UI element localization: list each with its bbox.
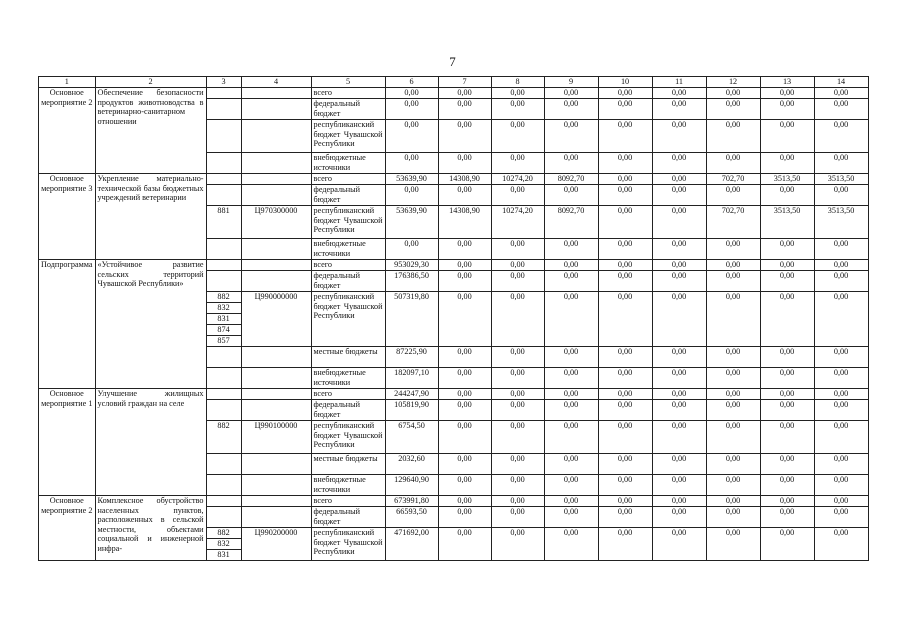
- value-cell: 0,00: [544, 368, 598, 389]
- value-cell: 0,00: [491, 88, 544, 99]
- value-cell: 0,00: [760, 153, 814, 174]
- value-cell: 0,00: [706, 368, 760, 389]
- value-cell: 0,00: [544, 528, 598, 561]
- value-cell: 0,00: [598, 368, 652, 389]
- budget-code-cell: [206, 496, 241, 507]
- value-cell: 0,00: [598, 507, 652, 528]
- value-cell: 2032,60: [385, 454, 438, 475]
- value-cell: 10274,20: [491, 174, 544, 185]
- value-cell: 3513,50: [760, 174, 814, 185]
- value-cell: 0,00: [438, 496, 491, 507]
- value-cell: 3513,50: [814, 206, 868, 239]
- target-code: [241, 99, 311, 120]
- value-cell: 0,00: [491, 400, 544, 421]
- value-cell: 0,00: [491, 153, 544, 174]
- value-cell: 0,00: [760, 99, 814, 120]
- target-code: [241, 454, 311, 475]
- value-cell: 0,00: [544, 389, 598, 400]
- column-header-5: 5: [311, 77, 385, 88]
- value-cell: 0,00: [438, 400, 491, 421]
- target-code: [241, 260, 311, 271]
- value-cell: 0,00: [760, 88, 814, 99]
- value-cell: 0,00: [438, 347, 491, 368]
- value-cell: 0,00: [544, 347, 598, 368]
- value-cell: 0,00: [706, 389, 760, 400]
- value-cell: 0,00: [814, 507, 868, 528]
- target-code: [241, 400, 311, 421]
- value-cell: 0,00: [438, 528, 491, 561]
- target-code: [241, 239, 311, 260]
- value-cell: 0,00: [760, 454, 814, 475]
- value-cell: 0,00: [652, 271, 706, 292]
- value-cell: 0,00: [814, 260, 868, 271]
- budget-code-cell: [206, 475, 241, 496]
- column-header-11: 11: [652, 77, 706, 88]
- budget-code: 832: [207, 302, 241, 313]
- table-row: [39, 174, 869, 185]
- value-cell: 0,00: [544, 421, 598, 454]
- budget-code-cell: [206, 507, 241, 528]
- budget-code-cell: [206, 174, 241, 185]
- value-cell: 0,00: [814, 347, 868, 368]
- value-cell: 0,00: [438, 454, 491, 475]
- value-cell: 0,00: [598, 174, 652, 185]
- value-cell: 0,00: [652, 454, 706, 475]
- value-cell: 0,00: [544, 185, 598, 206]
- value-cell: 244247,90: [385, 389, 438, 400]
- value-cell: 0,00: [598, 120, 652, 153]
- value-cell: 0,00: [652, 496, 706, 507]
- value-cell: 14308,90: [438, 174, 491, 185]
- value-cell: 0,00: [814, 271, 868, 292]
- funding-source: всего: [311, 88, 385, 99]
- value-cell: 0,00: [544, 120, 598, 153]
- value-cell: 0,00: [706, 454, 760, 475]
- value-cell: 0,00: [760, 185, 814, 206]
- value-cell: 0,00: [760, 368, 814, 389]
- value-cell: 0,00: [438, 99, 491, 120]
- column-header-1: 1: [39, 77, 96, 88]
- budget-code: 882: [217, 292, 230, 301]
- value-cell: 0,00: [706, 239, 760, 260]
- value-cell: 0,00: [652, 120, 706, 153]
- value-cell: 0,00: [491, 368, 544, 389]
- value-cell: 0,00: [652, 239, 706, 260]
- value-cell: 0,00: [491, 239, 544, 260]
- value-cell: 0,00: [438, 507, 491, 528]
- funding-source: федеральный бюджет: [311, 99, 385, 120]
- value-cell: 0,00: [814, 454, 868, 475]
- value-cell: 0,00: [598, 454, 652, 475]
- value-cell: 0,00: [760, 292, 814, 347]
- column-header-4: 4: [241, 77, 311, 88]
- value-cell: 0,00: [491, 185, 544, 206]
- value-cell: 0,00: [814, 389, 868, 400]
- funding-source: внебюджетные источники: [311, 368, 385, 389]
- budget-code: 832: [207, 538, 241, 549]
- budget-code-cell: [206, 99, 241, 120]
- page-number: 7: [449, 54, 456, 69]
- value-cell: 0,00: [438, 292, 491, 347]
- column-header-10: 10: [598, 77, 652, 88]
- value-cell: 0,00: [598, 99, 652, 120]
- budget-code-cell: [206, 400, 241, 421]
- value-cell: 0,00: [652, 475, 706, 496]
- target-code: Ц970300000: [241, 206, 311, 239]
- value-cell: 0,00: [438, 88, 491, 99]
- budget-code-cell: [206, 347, 241, 368]
- value-cell: 0,00: [598, 421, 652, 454]
- value-cell: 0,00: [491, 260, 544, 271]
- budget-code: 874: [207, 324, 241, 335]
- value-cell: 0,00: [598, 260, 652, 271]
- value-cell: 0,00: [814, 120, 868, 153]
- value-cell: 0,00: [814, 368, 868, 389]
- activity-name: Основное мероприятие 2: [39, 88, 96, 174]
- value-cell: 0,00: [652, 389, 706, 400]
- target-code: [241, 507, 311, 528]
- funding-source: федеральный бюджет: [311, 507, 385, 528]
- value-cell: 0,00: [598, 185, 652, 206]
- funding-source: всего: [311, 496, 385, 507]
- value-cell: 0,00: [652, 528, 706, 561]
- budget-code-cell: [206, 292, 241, 347]
- value-cell: 0,00: [652, 421, 706, 454]
- value-cell: 0,00: [706, 260, 760, 271]
- value-cell: 0,00: [706, 120, 760, 153]
- budget-code-cell: [206, 239, 241, 260]
- value-cell: 8092,70: [544, 206, 598, 239]
- value-cell: 0,00: [385, 153, 438, 174]
- value-cell: 0,00: [706, 185, 760, 206]
- value-cell: 182097,10: [385, 368, 438, 389]
- funding-source: федеральный бюджет: [311, 185, 385, 206]
- value-cell: 3513,50: [760, 206, 814, 239]
- value-cell: 0,00: [814, 496, 868, 507]
- value-cell: 0,00: [491, 99, 544, 120]
- value-cell: 0,00: [598, 292, 652, 347]
- budget-code-cell: [206, 389, 241, 400]
- target-code: Ц990000000: [241, 292, 311, 347]
- value-cell: 3513,50: [814, 174, 868, 185]
- value-cell: 0,00: [598, 528, 652, 561]
- value-cell: 0,00: [706, 475, 760, 496]
- funding-source: республиканский бюджет Чувашской Республики: [311, 206, 385, 239]
- value-cell: 6754,50: [385, 421, 438, 454]
- value-cell: 0,00: [652, 368, 706, 389]
- budget-code-cell: [206, 185, 241, 206]
- value-cell: 0,00: [544, 271, 598, 292]
- funding-source: всего: [311, 174, 385, 185]
- value-cell: 0,00: [598, 475, 652, 496]
- value-cell: 0,00: [598, 400, 652, 421]
- value-cell: 0,00: [385, 88, 438, 99]
- budget-code-cell: [206, 454, 241, 475]
- value-cell: 0,00: [760, 421, 814, 454]
- value-cell: 53639,90: [385, 206, 438, 239]
- activity-name: Основное мероприятие 1: [39, 389, 96, 496]
- column-header-13: 13: [760, 77, 814, 88]
- funding-source: внебюджетные источники: [311, 239, 385, 260]
- table-row: [39, 389, 869, 400]
- value-cell: 0,00: [652, 400, 706, 421]
- target-code: [241, 368, 311, 389]
- value-cell: 0,00: [438, 389, 491, 400]
- value-cell: 0,00: [544, 99, 598, 120]
- value-cell: 0,00: [760, 496, 814, 507]
- target-code: [241, 120, 311, 153]
- value-cell: 0,00: [491, 120, 544, 153]
- funding-source: республиканский бюджет Чувашской Республики: [311, 292, 385, 347]
- funding-source: республиканский бюджет Чувашской Республики: [311, 421, 385, 454]
- funding-source: всего: [311, 260, 385, 271]
- value-cell: 0,00: [760, 389, 814, 400]
- value-cell: 0,00: [438, 185, 491, 206]
- value-cell: 0,00: [706, 88, 760, 99]
- budget-code-cell: [206, 368, 241, 389]
- budget-code: 831: [207, 313, 241, 324]
- target-code: [241, 174, 311, 185]
- budget-code-cell: [206, 153, 241, 174]
- value-cell: 0,00: [652, 206, 706, 239]
- value-cell: 0,00: [544, 260, 598, 271]
- value-cell: 953029,30: [385, 260, 438, 271]
- column-header-14: 14: [814, 77, 868, 88]
- value-cell: 0,00: [814, 292, 868, 347]
- value-cell: 0,00: [760, 507, 814, 528]
- target-code: [241, 347, 311, 368]
- table-row: [39, 260, 869, 271]
- value-cell: 0,00: [544, 239, 598, 260]
- target-code: [241, 496, 311, 507]
- value-cell: 0,00: [491, 421, 544, 454]
- column-header-12: 12: [706, 77, 760, 88]
- value-cell: 87225,90: [385, 347, 438, 368]
- value-cell: 0,00: [438, 368, 491, 389]
- column-header-6: 6: [385, 77, 438, 88]
- value-cell: 0,00: [760, 260, 814, 271]
- value-cell: 0,00: [544, 88, 598, 99]
- budget-code: 882: [217, 528, 230, 537]
- activity-name: Основное мероприятие 2: [39, 496, 96, 561]
- value-cell: 0,00: [814, 153, 868, 174]
- value-cell: 0,00: [491, 528, 544, 561]
- column-header-7: 7: [438, 77, 491, 88]
- value-cell: 176386,50: [385, 271, 438, 292]
- activity-name: Основное мероприятие 3: [39, 174, 96, 260]
- value-cell: 0,00: [760, 475, 814, 496]
- budget-code-cell: 881: [206, 206, 241, 239]
- target-code: Ц990100000: [241, 421, 311, 454]
- value-cell: 0,00: [706, 421, 760, 454]
- funding-source: федеральный бюджет: [311, 400, 385, 421]
- value-cell: 0,00: [385, 239, 438, 260]
- value-cell: 0,00: [760, 271, 814, 292]
- activity-name: Подпрограмма: [39, 260, 96, 389]
- target-code: [241, 185, 311, 206]
- funding-source: местные бюджеты: [311, 347, 385, 368]
- column-header-3: 3: [206, 77, 241, 88]
- value-cell: 0,00: [652, 347, 706, 368]
- column-header-9: 9: [544, 77, 598, 88]
- value-cell: 0,00: [491, 496, 544, 507]
- funding-source: внебюджетные источники: [311, 475, 385, 496]
- funding-source: федеральный бюджет: [311, 271, 385, 292]
- value-cell: 702,70: [706, 206, 760, 239]
- value-cell: 0,00: [544, 454, 598, 475]
- value-cell: 0,00: [491, 507, 544, 528]
- budget-code-cell: [206, 271, 241, 292]
- value-cell: 0,00: [491, 347, 544, 368]
- value-cell: 0,00: [491, 454, 544, 475]
- value-cell: 0,00: [652, 507, 706, 528]
- value-cell: 0,00: [814, 475, 868, 496]
- value-cell: 0,00: [438, 475, 491, 496]
- value-cell: 66593,50: [385, 507, 438, 528]
- value-cell: 0,00: [598, 239, 652, 260]
- table-row: [39, 496, 869, 507]
- value-cell: 0,00: [438, 271, 491, 292]
- table-row: [39, 88, 869, 99]
- value-cell: 14308,90: [438, 206, 491, 239]
- value-cell: 0,00: [544, 153, 598, 174]
- value-cell: 0,00: [438, 153, 491, 174]
- budget-code-cell: [206, 120, 241, 153]
- value-cell: 0,00: [438, 120, 491, 153]
- value-cell: 0,00: [438, 239, 491, 260]
- value-cell: 0,00: [438, 260, 491, 271]
- funding-source: всего: [311, 389, 385, 400]
- value-cell: 0,00: [598, 153, 652, 174]
- column-header-8: 8: [491, 77, 544, 88]
- value-cell: 0,00: [544, 400, 598, 421]
- value-cell: 0,00: [814, 185, 868, 206]
- value-cell: 0,00: [491, 292, 544, 347]
- value-cell: 0,00: [706, 271, 760, 292]
- value-cell: 0,00: [438, 421, 491, 454]
- value-cell: 702,70: [706, 174, 760, 185]
- value-cell: 0,00: [544, 496, 598, 507]
- value-cell: 0,00: [760, 239, 814, 260]
- budget-code: 857: [207, 335, 241, 346]
- value-cell: 0,00: [385, 185, 438, 206]
- value-cell: 0,00: [706, 507, 760, 528]
- value-cell: 0,00: [598, 271, 652, 292]
- value-cell: 0,00: [760, 400, 814, 421]
- header-row: [39, 77, 869, 88]
- value-cell: 0,00: [385, 99, 438, 120]
- budget-code: 831: [207, 549, 241, 560]
- value-cell: 0,00: [814, 421, 868, 454]
- value-cell: 105819,90: [385, 400, 438, 421]
- value-cell: 0,00: [598, 347, 652, 368]
- funding-source: местные бюджеты: [311, 454, 385, 475]
- activity-description: Обеспечение безопасности продуктов животноводства в ветеринарно-санитарном отношении: [95, 88, 206, 174]
- value-cell: 673991,80: [385, 496, 438, 507]
- target-code: [241, 271, 311, 292]
- value-cell: 0,00: [760, 120, 814, 153]
- value-cell: 0,00: [814, 528, 868, 561]
- value-cell: 0,00: [706, 496, 760, 507]
- value-cell: 0,00: [491, 475, 544, 496]
- activity-description: Укрепление материально-технической базы бюджетных учреждений ветеринарии: [95, 174, 206, 260]
- value-cell: 0,00: [598, 389, 652, 400]
- funding-source: республиканский бюджет Чувашской Республики: [311, 120, 385, 153]
- value-cell: 0,00: [598, 88, 652, 99]
- value-cell: 0,00: [385, 120, 438, 153]
- target-code: [241, 153, 311, 174]
- value-cell: 0,00: [706, 153, 760, 174]
- value-cell: 0,00: [706, 292, 760, 347]
- value-cell: 0,00: [544, 475, 598, 496]
- budget-code-cell: [206, 528, 241, 561]
- value-cell: 10274,20: [491, 206, 544, 239]
- value-cell: 0,00: [652, 185, 706, 206]
- value-cell: 0,00: [814, 239, 868, 260]
- value-cell: 471692,00: [385, 528, 438, 561]
- value-cell: 8092,70: [544, 174, 598, 185]
- value-cell: 0,00: [652, 88, 706, 99]
- value-cell: 0,00: [491, 271, 544, 292]
- target-code: Ц990200000: [241, 528, 311, 561]
- activity-description: «Устойчивое развитие сельских территорий Чувашской Республики»: [95, 260, 206, 389]
- value-cell: 0,00: [652, 292, 706, 347]
- target-code: [241, 475, 311, 496]
- value-cell: 129640,90: [385, 475, 438, 496]
- value-cell: 0,00: [652, 174, 706, 185]
- funding-source: республиканский бюджет Чувашской Республики: [311, 528, 385, 561]
- column-header-2: 2: [95, 77, 206, 88]
- value-cell: 0,00: [814, 88, 868, 99]
- value-cell: 0,00: [652, 99, 706, 120]
- value-cell: 0,00: [544, 292, 598, 347]
- value-cell: 0,00: [814, 99, 868, 120]
- activity-description: Комплексное обустройство населенных пунктов, расположенных в сельской местности, объектами социальной и инженерной инфра-: [95, 496, 206, 561]
- value-cell: 0,00: [706, 400, 760, 421]
- value-cell: 0,00: [598, 206, 652, 239]
- funding-source: внебюджетные источники: [311, 153, 385, 174]
- budget-code-cell: [206, 88, 241, 99]
- value-cell: 0,00: [652, 260, 706, 271]
- value-cell: 0,00: [760, 528, 814, 561]
- value-cell: 0,00: [706, 347, 760, 368]
- value-cell: 53639,90: [385, 174, 438, 185]
- value-cell: 0,00: [706, 528, 760, 561]
- value-cell: 0,00: [760, 347, 814, 368]
- value-cell: 0,00: [652, 153, 706, 174]
- budget-table: [38, 76, 869, 561]
- value-cell: 0,00: [598, 496, 652, 507]
- target-code: [241, 88, 311, 99]
- budget-code-cell: [206, 260, 241, 271]
- target-code: [241, 389, 311, 400]
- value-cell: 0,00: [491, 389, 544, 400]
- value-cell: 0,00: [706, 99, 760, 120]
- value-cell: 0,00: [544, 507, 598, 528]
- activity-description: Улучшение жилищных условий граждан на селе: [95, 389, 206, 496]
- budget-code-cell: 882: [206, 421, 241, 454]
- value-cell: 0,00: [814, 400, 868, 421]
- value-cell: 507319,80: [385, 292, 438, 347]
